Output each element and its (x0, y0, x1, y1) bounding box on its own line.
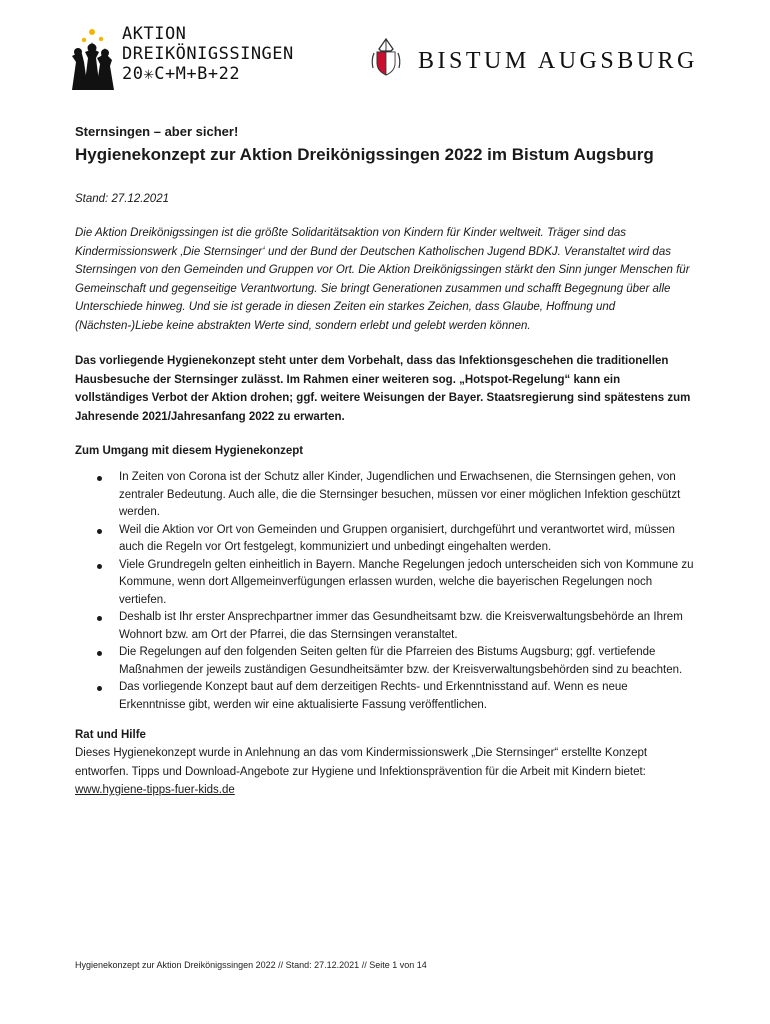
list-item-text: Das vorliegende Konzept baut auf dem derzeitigen Rechts- und Erkenntnisstand auf. Wenn es neue Erkenntnisse gibt, werden wir eine aktualisierte Fassung veröffentlichen. (119, 681, 628, 711)
bullet-icon (97, 686, 102, 691)
page-footer: Hygienekonzept zur Aktion Dreikönigssingen 2022 // Stand: 27.12.2021 // Seite 1 von 14 (75, 960, 427, 970)
bistum-logo-text: BISTUM AUGSBURG (418, 48, 698, 74)
aktion-logo-line-3: 20✳C+M+B+22 (122, 64, 241, 84)
list-item (75, 557, 695, 610)
bistum-crest-icon (370, 38, 402, 76)
aktion-logo-text (122, 24, 294, 84)
bullet-list (75, 469, 695, 714)
section-heading: Zum Umgang mit diesem Hygienekonzept (75, 445, 304, 457)
three-kings-icon (66, 28, 118, 90)
list-item (75, 679, 695, 714)
list-item (75, 522, 695, 557)
list-item-text: Weil die Aktion vor Ort von Gemeinden und Gruppen organisiert, durchgeführt und verantwortet wird, müssen auch die Regeln vor Ort festgelegt, kommuniziert und unbedingt eingehalten werden. (119, 523, 675, 553)
list-item (75, 609, 695, 644)
list-item (75, 469, 695, 522)
list-item (75, 644, 695, 679)
list-item-text: Deshalb ist Ihr erster Ansprechpartner immer das Gesundheitsamt bzw. die Kreisverwaltungsbehörde an Ihrem Wohnort bzw. am Ort der Pfarrei, die das Sternsingen veranstaltet. (119, 611, 683, 641)
rat-und-hilfe-body: Dieses Hygienekonzept wurde in Anlehnung an das vom Kindermissionswerk „Die Sternsinger“ erstellte Konzept entworfen. Tipps und Download-Angebote zur Hygiene und Infektionsprävention für die Arbeit mit Kindern bietet: (75, 747, 648, 778)
list-item-text: Die Regelungen auf den folgenden Seiten gelten für die Pfarreien des Bistums Augsburg; ggf. vertiefende Maßnahmen der jeweils zuständigen Gesundheitsämter bzw. der Kreisverwaltungsbehörden sind zu beachten. (119, 646, 683, 676)
document-kicker: Sternsingen – aber sicher! (75, 124, 239, 139)
bullet-icon (97, 616, 102, 621)
document-title: Hygienekonzept zur Aktion Dreikönigssingen 2022 im Bistum Augsburg (75, 145, 654, 164)
bullet-icon (97, 476, 102, 481)
notice-paragraph: Das vorliegende Hygienekonzept steht unter dem Vorbehalt, dass das Infektionsgeschehen die traditionellen Hausbesuche der Sternsinger zulässt. Im Rahmen einer weiteren sog. „Hotspot-Regelung“ kann ein vollständiges Verbot der Aktion drohen; ggf. weitere Weisungen der Bayer. Staatsregierung sind spätestens zum Jahresende 2021/Jahresanfang 2022 zu erwarten. (75, 355, 691, 423)
document-date: Stand: 27.12.2021 (75, 193, 169, 205)
aktion-dreikoenigssingen-logo (66, 22, 296, 92)
bistum-augsburg-logo (370, 38, 710, 78)
hygiene-tipps-link[interactable]: www.hygiene-tipps-fuer-kids.de (75, 784, 235, 796)
document-body (75, 122, 695, 800)
aktion-logo-line-2: DREIKÖNIGSSINGEN (122, 44, 294, 64)
rat-und-hilfe-heading: Rat und Hilfe (75, 729, 146, 741)
rat-und-hilfe-text (75, 744, 695, 800)
list-item-text: In Zeiten von Corona ist der Schutz aller Kinder, Jugendlichen und Erwachsenen, die Sternsingen gehen, von zentraler Bedeutung. Auch alle, die die Sternsinger besuchen, müssen vor einer möglichen Infektion geschützt werden. (119, 471, 681, 518)
intro-paragraph: Die Aktion Dreikönigssingen ist die größte Solidaritätsaktion von Kindern für Kinder weltweit. Träger sind das Kindermissionswerk ‚Die Sternsinger‘ und der Bund der Deutschen Katholischen Jugend BDKJ. Veranstaltet wird das Sternsingen von den Gemeinden und Gruppen vor Ort. Die Aktion Dreikönigssingen stärkt den Sinn junger Menschen für Gemeinschaft und gegenseitige Verantwortung. Sie bringt Generationen zusammen und schafft Begegnung über alle Unterschiede hinweg. Und sie ist gerade in diesen Zeiten ein starkes Zeichen, dass Glaube, Hoffnung und (Nächsten-)Liebe keine abstrakten Werte sind, sondern erlebt und gelebt werden können. (75, 227, 690, 332)
list-item-text: Viele Grundregeln gelten einheitlich in Bayern. Manche Regelungen jedoch unterscheiden sich von Kommune zu Kommune, wenn dort Allgemeinverfügungen erlassen wurden, welche die bayerischen Regelungen noch vertiefen. (119, 558, 694, 606)
bullet-icon (97, 564, 102, 569)
bullet-icon (97, 529, 102, 534)
bullet-icon (97, 651, 102, 656)
aktion-logo-line-1: AKTION (122, 24, 187, 44)
